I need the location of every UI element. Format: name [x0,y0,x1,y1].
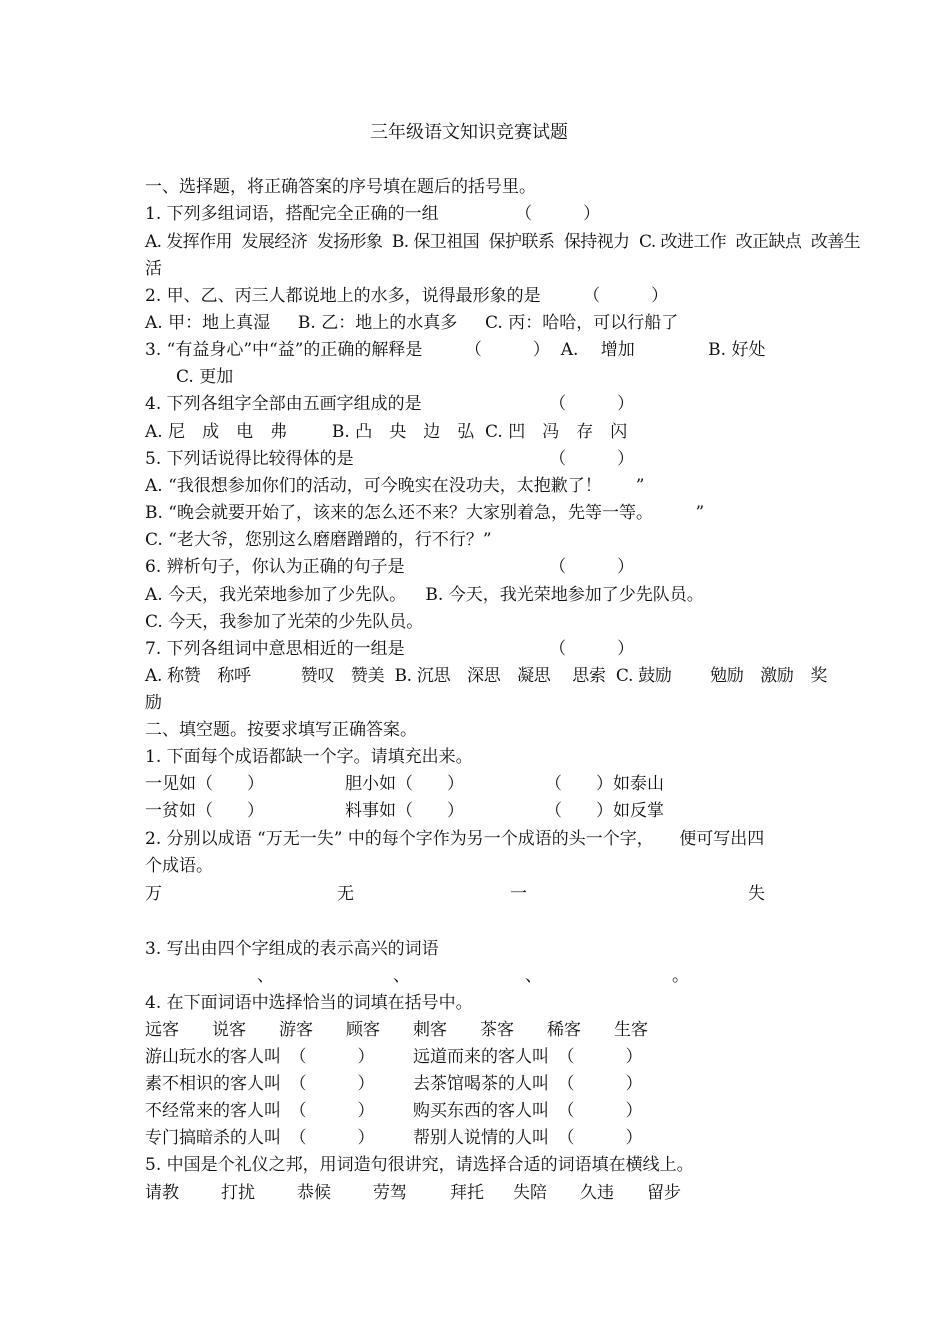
q2-stem: 2. 甲、乙、丙三人都说地上的水多，说得最形象的是 （ ） [145,286,669,306]
word-choice: 请教 [145,1183,179,1203]
idiom-blank: （ ）如反掌 [545,801,664,821]
q4-stem: 4. 下列各组字全部由五画字组成的是 （ ） [145,394,635,414]
q7-options-cont: 励 [145,693,162,713]
word-choice: 拜托 [450,1183,484,1203]
q7-options: A. 称赞 称呼 赞叹 赞美 B. 沉思 深思 凝思 思索 C. 鼓励 勉励 激励 奖 [145,666,828,686]
word-choice: 劳驾 [373,1183,407,1203]
q6-stem: 6. 辨析句子，你认为正确的句子是 （ ） [145,557,635,577]
q7-stem: 7. 下列各组词中意思相近的一组是 （ ） [145,639,635,659]
idiom-blank: 胆小如（ ） [345,774,464,794]
fill-row-right: 去茶馆喝茶的人叫 （ ） [413,1074,643,1094]
word-choice: 顾客 [346,1020,380,1040]
blank-separator: 、 [393,966,410,986]
fill-row-right: 购买东西的客人叫 （ ） [413,1101,643,1121]
word-choice: 打扰 [221,1183,255,1203]
s2-q2-stem: 2. 分别以成语 “万无一失” 中的每个字作为另一个成语的头一个字， 便可写出四 [145,829,765,849]
word-choice: 茶客 [480,1020,514,1040]
idiom-start-char: 一 [510,884,527,904]
idiom-blank: 一贫如（ ） [145,801,264,821]
q1-options-cont: 活 [145,259,162,279]
fill-row-left: 专门搞暗杀的人叫 （ ） [145,1128,375,1148]
idiom-start-char: 万 [145,884,162,904]
section-2-heading: 二、填空题。按要求填写正确答案。 [145,720,417,740]
q2-options: A. 甲：地上真湿 B. 乙：地上的水真多 C. 丙：哈哈，可以行船了 [145,313,679,333]
q5-option-b: B. “晚会就要开始了，该来的怎么还不来？大家别着急，先等一等。 ” [145,503,705,523]
word-choice: 生客 [614,1020,648,1040]
word-choice: 稀客 [547,1020,581,1040]
fill-row-left: 不经常来的客人叫 （ ） [145,1101,375,1121]
word-choice: 失陪 [513,1183,547,1203]
section-1-heading: 一、选择题，将正确答案的序号填在题后的括号里。 [145,177,536,197]
fill-row-right: 远道而来的客人叫 （ ） [413,1047,643,1067]
s2-q5-stem: 5. 中国是个礼仪之邦，用词造句很讲究，请选择合适的词语填在横线上。 [145,1155,694,1175]
q6-options-ab: A. 今天，我光荣地参加了少先队。 B. 今天，我光荣地参加了少先队员。 [145,585,704,605]
word-choice: 久违 [580,1183,614,1203]
q1-stem: 1. 下列多组词语，搭配完全正确的一组 （ ） [145,204,601,224]
blank-separator: 。 [672,966,689,986]
fill-row-left: 素不相识的客人叫 （ ） [145,1074,375,1094]
q3-options-cont: C. 更加 [176,367,234,387]
q1-options: A. 发挥作用 发展经济 发扬形象 B. 保卫祖国 保护联系 保持视力 C. 改进工作 改正缺点 改善生 [145,232,861,252]
idiom-blank: 料事如（ ） [345,801,464,821]
q5-option-a: A. “我很想参加你们的活动，可今晚实在没功夫，太抱歉了！ ” [145,476,645,496]
fill-row-right: 帮别人说情的人叫 （ ） [413,1128,643,1148]
idiom-start-char: 无 [337,884,354,904]
word-choice: 刺客 [413,1020,447,1040]
word-choice: 恭候 [297,1183,331,1203]
q5-option-c: C. “老大爷，您别这么磨磨蹭蹭的，行不行？” [145,530,492,550]
idiom-blank: 一见如（ ） [145,774,264,794]
s2-q3-stem: 3. 写出由四个字组成的表示高兴的词语 [145,939,439,959]
q4-options: A. 尼 成 电 弗 B. 凸 央 边 弘 C. 凹 冯 存 闪 [145,422,628,442]
q5-stem: 5. 下列话说得比较得体的是 （ ） [145,449,635,469]
idiom-start-char: 失 [748,884,765,904]
word-choice: 留步 [647,1183,681,1203]
q6-option-c: C. 今天，我参加了光荣的少先队员。 [145,612,424,632]
s2-q4-stem: 4. 在下面词语中选择恰当的词填在括号中。 [145,993,473,1013]
fill-row-left: 游山玩水的客人叫 （ ） [145,1047,375,1067]
word-choice: 说客 [212,1020,246,1040]
q3-stem: 3. “有益身心”中“益”的正确的解释是 （ ） A. 增加 B. 好处 [145,340,766,360]
idiom-blank: （ ）如泰山 [545,774,664,794]
word-choice: 远客 [145,1020,179,1040]
s2-q1-stem: 1. 下面每个成语都缺一个字。请填充出来。 [145,747,473,767]
blank-separator: 、 [257,966,274,986]
blank-separator: 、 [525,966,542,986]
s2-q2-stem-cont: 个成语。 [145,856,213,876]
word-choice: 游客 [279,1020,313,1040]
page-title: 三年级语文知识竞赛试题 [370,122,568,143]
